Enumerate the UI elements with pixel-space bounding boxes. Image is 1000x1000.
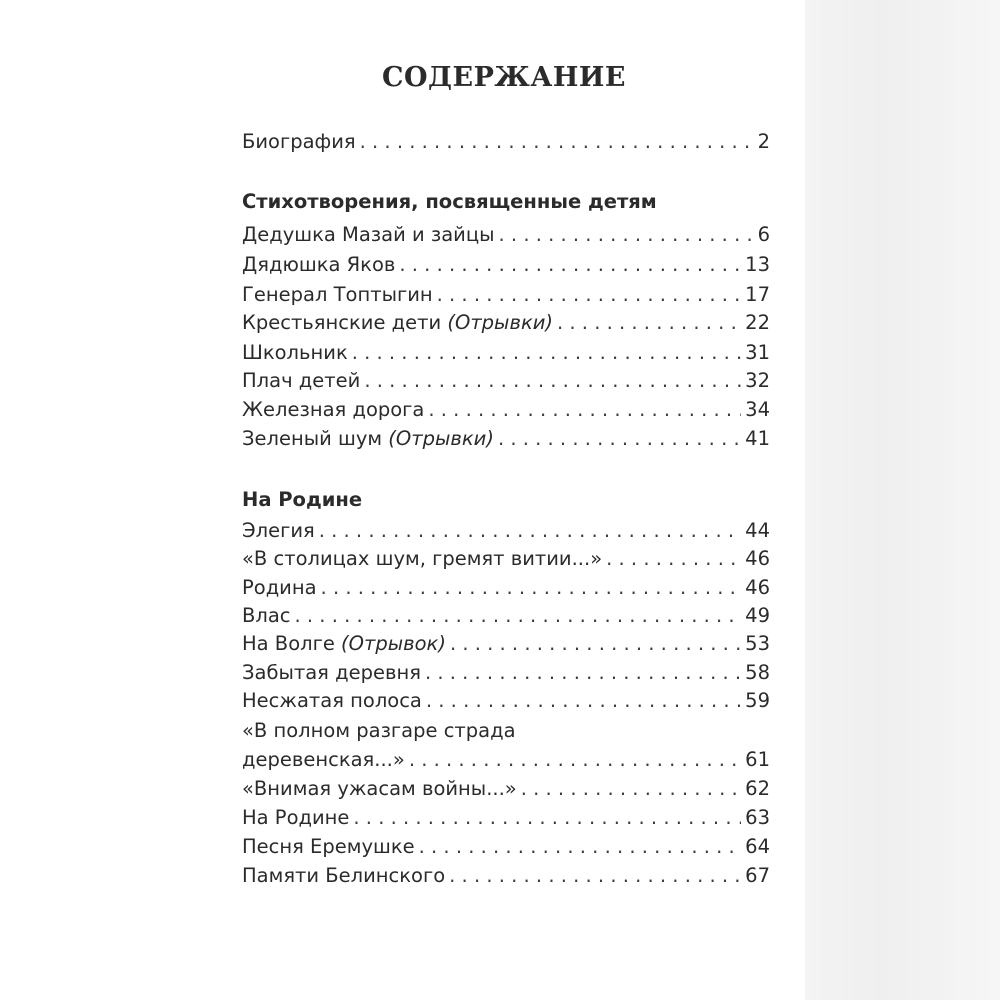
toc-entry[interactable]: [242, 745, 770, 775]
toc-entry-page: 59: [745, 689, 770, 712]
toc-entry-label: На Волге (Отрывок): [242, 632, 446, 655]
toc-entry-page: 61: [745, 748, 770, 771]
toc-entry[interactable]: [242, 308, 770, 338]
toc-entry-label: Элегия: [242, 519, 315, 542]
toc-entry[interactable]: [242, 280, 770, 310]
toc-entry-label: «Внимая ужасам войны...»: [242, 777, 517, 800]
leader-dots: [437, 280, 742, 310]
toc-entry-label: Железная дорога: [242, 398, 425, 421]
toc-entry-label: Генерал Топтыгин: [242, 283, 433, 306]
leader-dots: [425, 658, 741, 688]
toc-entry-page: 67: [745, 864, 770, 887]
toc-entry-page: 41: [745, 427, 770, 450]
toc-entry[interactable]: [242, 832, 770, 862]
leader-dots: [364, 366, 741, 396]
toc-entry-page: 31: [745, 341, 770, 364]
toc-entry[interactable]: [242, 338, 770, 368]
page-edge-shadow: [800, 0, 1000, 1000]
toc-entry-label: Дедушка Мазай и зайцы: [242, 223, 495, 246]
toc-entry-page: 49: [745, 604, 770, 627]
section-heading-children: Стихотворения, посвященные детям: [242, 190, 657, 213]
leader-dots: [449, 861, 741, 891]
toc-entry-page: 58: [745, 661, 770, 684]
toc-entry[interactable]: [242, 544, 770, 574]
toc-entry[interactable]: [242, 629, 770, 659]
toc-entry-page: 22: [745, 311, 770, 334]
toc-entry-label: Дядюшка Яков: [242, 253, 396, 276]
toc-entry-label: Зеленый шум (Отрывки): [242, 427, 494, 450]
toc-entry-label: Родина: [242, 576, 317, 599]
leader-dots: [498, 424, 741, 454]
toc-entry[interactable]: [242, 601, 770, 631]
leader-dots: [319, 516, 741, 546]
leader-dots: [409, 745, 741, 775]
leader-dots: [419, 832, 742, 862]
leader-dots: [557, 308, 741, 338]
toc-entry-page: 63: [745, 806, 770, 829]
toc-entry[interactable]: [242, 220, 770, 250]
leader-dots: [521, 774, 741, 804]
toc-entry[interactable]: [242, 424, 770, 454]
leader-dots: [426, 686, 741, 716]
toc-entry-page: 6: [757, 223, 770, 246]
toc-entry[interactable]: [242, 861, 770, 891]
leader-dots: [450, 629, 741, 659]
toc-entry-label: деревенская...»: [242, 748, 405, 771]
toc-entry-page: 53: [745, 632, 770, 655]
toc-entry[interactable]: [242, 516, 770, 546]
toc-entry-page: 2: [757, 130, 770, 153]
page-title: СОДЕРЖАНИЕ: [382, 62, 626, 93]
toc-entry[interactable]: [242, 686, 770, 716]
toc-entry[interactable]: [242, 250, 770, 280]
leader-dots: [428, 395, 741, 425]
leader-dots: [360, 127, 754, 157]
toc-entry-label: Забытая деревня: [242, 661, 421, 684]
toc-entry[interactable]: [242, 658, 770, 688]
toc-entry-page: 46: [745, 576, 770, 599]
section-heading-homeland: На Родине: [242, 488, 363, 511]
toc-entry[interactable]: [242, 803, 770, 833]
toc-entry[interactable]: [242, 366, 770, 396]
toc-entry-label: Плач детей: [242, 369, 361, 392]
toc-entry-biography[interactable]: [242, 127, 770, 157]
leader-dots: [295, 601, 742, 631]
toc-entry-label: «В столицах шум, гремят витии...»: [242, 547, 603, 570]
toc-entry-page: 13: [745, 253, 770, 276]
toc-entry[interactable]: [242, 573, 770, 603]
toc-entry-label: Песня Еремушке: [242, 835, 415, 858]
toc-entry[interactable]: [242, 395, 770, 425]
toc-entry-page: 34: [745, 398, 770, 421]
leader-dots: [353, 803, 741, 833]
toc-entry-page: 46: [745, 547, 770, 570]
toc-entry-page: 17: [745, 283, 770, 306]
toc-entry-page: 32: [745, 369, 770, 392]
leader-dots: [321, 573, 742, 603]
toc-entry-label: Биография: [242, 130, 356, 153]
toc-entry-page: 64: [745, 835, 770, 858]
toc-entry-label: Несжатая полоса: [242, 689, 422, 712]
toc-entry-label: Памяти Белинского: [242, 864, 446, 887]
toc-entry[interactable]: [242, 774, 770, 804]
leader-dots: [499, 220, 754, 250]
toc-entry-label: Крестьянские дети (Отрывки): [242, 311, 554, 334]
toc-entry-label: На Родине: [242, 806, 350, 829]
leader-dots: [399, 250, 741, 280]
toc-entry-label: Школьник: [242, 341, 348, 364]
toc-entry-page: 62: [745, 777, 770, 800]
leader-dots: [606, 544, 741, 574]
toc-entry-label: Влас: [242, 604, 291, 627]
toc-entry-label-line1: «В полном разгаре страда: [242, 719, 516, 742]
leader-dots: [352, 338, 741, 368]
toc-entry-page: 44: [745, 519, 770, 542]
